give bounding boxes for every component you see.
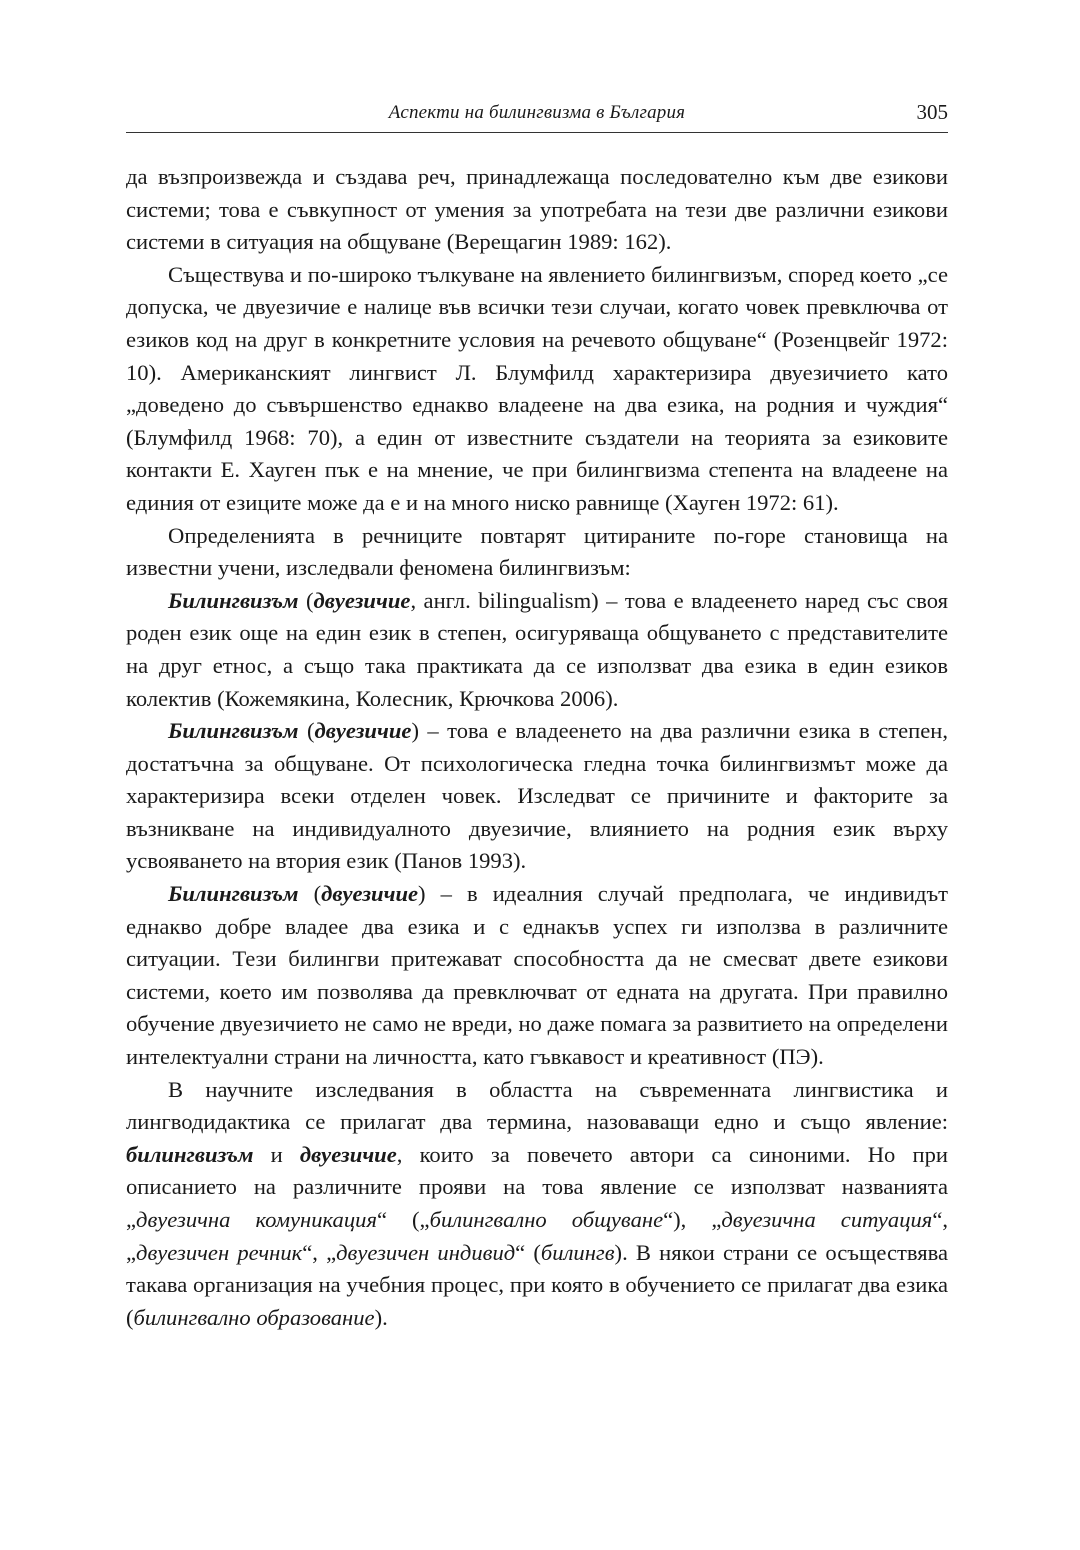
paragraph-text: “, „ — [126, 1207, 948, 1265]
term-bold-italic: билингвизъм — [126, 1141, 254, 1167]
paragraph-text: , англ. bilingualism) – това е владеенето наред със своя роден език още на един език в степен, осигуряваща общуването с представителите на друг етнос, а също така практиката да се използват два езика в един езиков колектив (Кожемякина, Колесник, Крючкова 2006). — [126, 587, 948, 711]
paragraph-text: Съществува и по-широко тълкуване на явлението билингвизъм, според което „се допуска, че двуезичие е налице във всички тези случаи, когато човек превключва от езиков код на друг в конкретните условия на речевото общуване“ (Розенцвейг 1972: 10). Американският лингвист Л. Блумфилд характеризира двуезичието като „доведено до съвършенство еднакво владеене на два езика, на родния и чуждия“ (Блумфилд 1968: 70), а един от известните създатели на теорията за езиковите контакти Е. Хауген пък е на мнение, че при билингвизма степента на владеене на единия от езиците може да е и на много ниско равнище (Хауген 1972: 61). — [126, 261, 948, 515]
paragraph-text: “, „ — [302, 1239, 337, 1265]
book-page — [126, 98, 948, 1334]
definition-entry — [126, 878, 948, 1074]
paragraph-text: да възпроизвежда и създава реч, принадлежаща последователно към две езикови системи; това е съвкупност от умения за употребата на тези две различни езикови системи в ситуация на общуване (Верещагин 1989: 162). — [126, 164, 948, 255]
term-bold-italic: двуезичие — [299, 1141, 397, 1167]
term-bold-italic: Билингвизъм — [168, 718, 299, 744]
paragraph-text: Определенията в речниците повтарят цитираните по-горе становища на известни учени, изследвали феномена билингвизъм: — [126, 522, 948, 581]
term-italic: билингвално общуване — [429, 1207, 664, 1232]
paragraph-text: ) – това е владеенето на два различни езика в степен, достатъчна за общуване. От психологическа гледна точка билингвизмът може да характеризира всеки отделен човек. Изследват се причините и факторите за възникване на индивидуалното двуезичие, влиянието на родния език върху усвояването на втория език (Панов 1993). — [126, 718, 948, 874]
paragraph-text: “ („ — [376, 1207, 430, 1232]
paragraph-text: “), „ — [663, 1207, 722, 1232]
paragraph-text: “ ( — [515, 1239, 541, 1265]
paragraph-text: ) – в идеалния случай предполага, че индивидът еднакво добре владее два езика и с еднакъв успех ги използва в различните ситуации. Тези билингви притежават способността да не смесват двете езикови системи, което им позволява да превключват от едната на другата. При правилно обучение двуезичието не само не вреди, но даже помага за развитието на определени интелектуални страни на личността, като гъвкавост и креативност (ПЭ). — [126, 881, 948, 1070]
term-italic: двуезичен речник — [136, 1239, 303, 1265]
term-bold-italic: двуезичие — [314, 718, 412, 744]
page-number: 305 — [916, 100, 948, 124]
running-header — [126, 98, 948, 133]
term-bold-italic: двуезичие — [313, 587, 411, 613]
definition-entry — [126, 715, 948, 878]
term-italic: двуезична комуникация — [136, 1207, 377, 1232]
paragraph-text: и — [253, 1141, 300, 1167]
paragraph-text: ). В някои страни се осъществява такава организация на учебния процес, при която в обучението се прилагат два езика ( — [126, 1239, 949, 1330]
term-bold-italic: двуезичие — [321, 881, 419, 907]
term-italic: билингв — [540, 1239, 615, 1265]
paragraph-terminology — [126, 1074, 948, 1335]
running-title: Аспекти на билингвизма в България — [388, 102, 686, 123]
term-italic: двуезичен индивид — [336, 1239, 516, 1265]
term-bold-italic: Билингвизъм — [168, 881, 299, 907]
term-italic: билингвално образование — [133, 1304, 375, 1330]
term-italic: двуезична ситуация — [721, 1207, 933, 1232]
paragraph-text: В научните изследвания в областта на съвременната лингвистика и лингводидактика се прилагат два термина, назоваващи едно и също явление: — [126, 1076, 948, 1135]
body-text — [126, 161, 948, 1334]
term-bold-italic: Билингвизъм — [168, 587, 299, 613]
paragraph-text: ( — [298, 587, 314, 613]
paragraph-broad-interpretation — [126, 259, 948, 520]
paragraph-text: ( — [298, 881, 322, 907]
paragraph-continuation — [126, 161, 948, 259]
paragraph-dictionary-intro — [126, 520, 948, 585]
paragraph-text: ( — [298, 718, 315, 744]
paragraph-text: ). — [374, 1304, 388, 1330]
paragraph-text: , които за повечето автори са синоними. Но при описанието на различните прояви на това явление се използват названията „ — [126, 1141, 948, 1232]
definition-entry — [126, 585, 948, 715]
